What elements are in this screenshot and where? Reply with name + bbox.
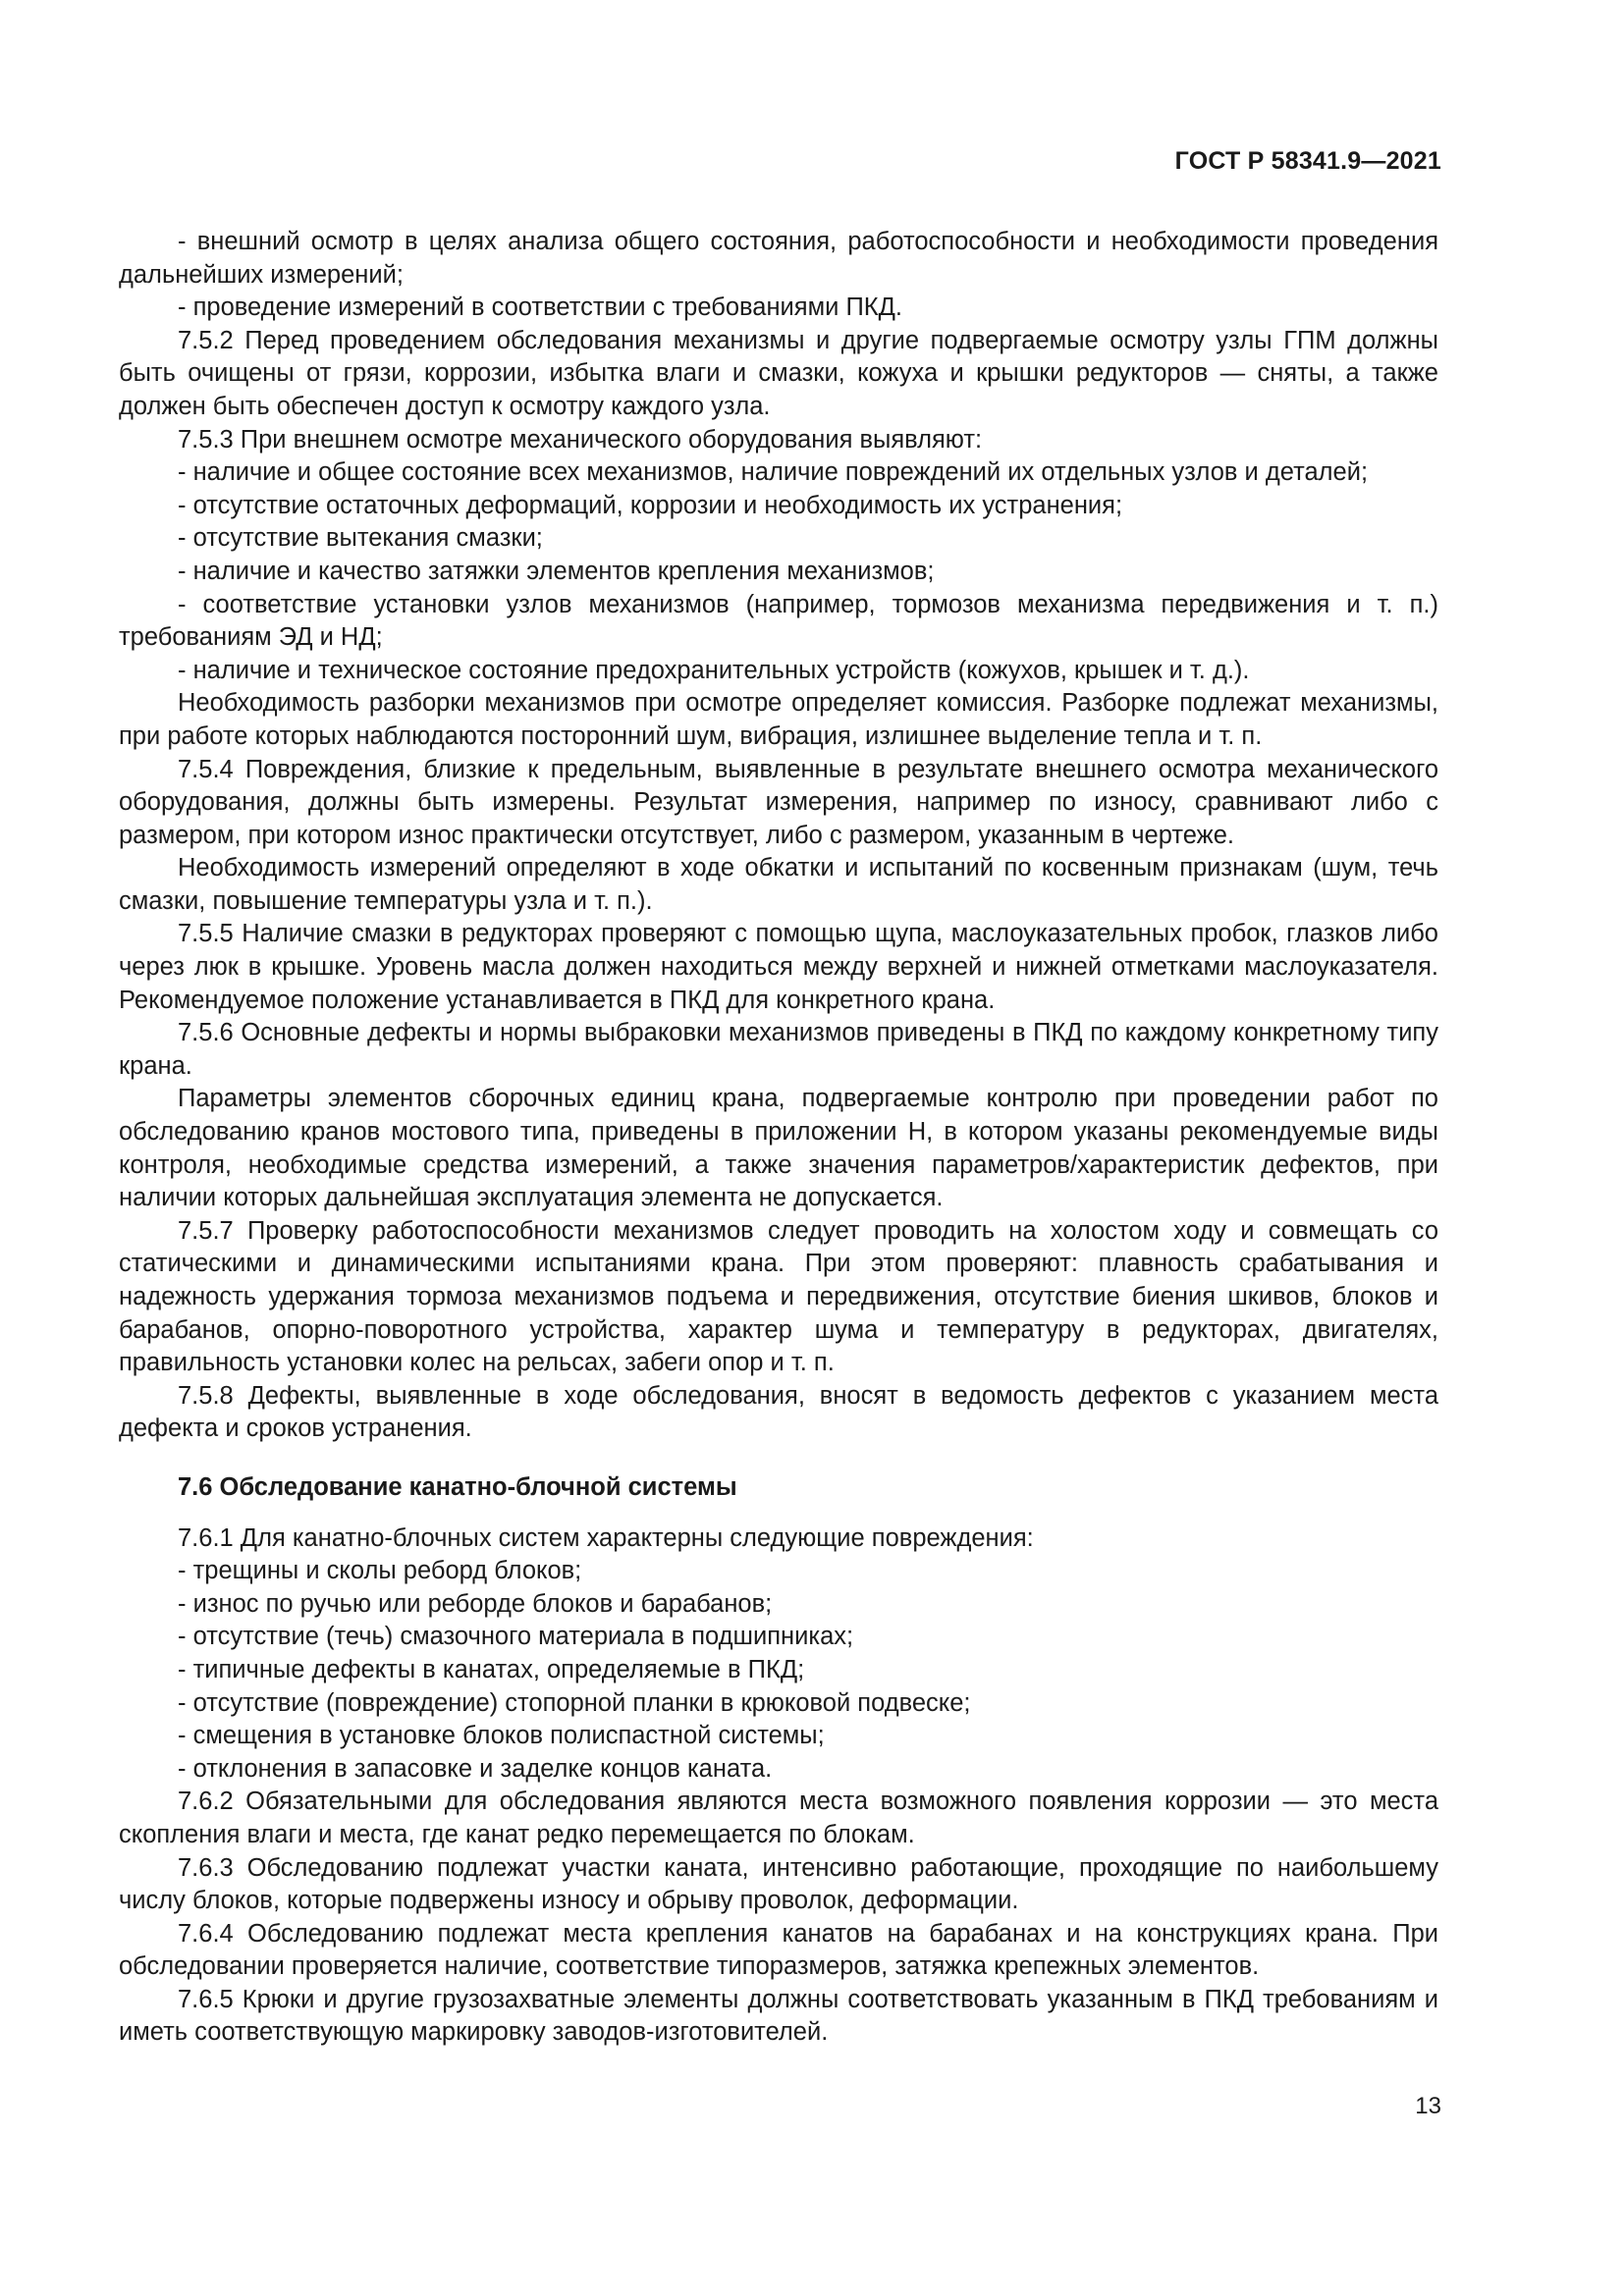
list-item: - трещины и сколы реборд блоков; <box>178 1557 582 1585</box>
list-item: - смещения в установке блоков полиспастной системы; <box>178 1722 825 1750</box>
list-item: - отсутствие (повреждение) стопорной планки в крюковой подвеске; <box>178 1688 971 1717</box>
paragraph: 7.5.4 Повреждения, близкие к предельным, выявленные в результате внешнего осмотра механического оборудования, должны быть измерены. Результат измерения, например по износу, сравнивают либо с размером, при котором износ практически отсутствует, либо с размером, указанным в чертеже. <box>119 755 1438 849</box>
section-heading: 7.6 Обследование канатно-блочной системы <box>178 1472 737 1501</box>
paragraph: 7.5.3 При внешнем осмотре механического оборудования выявляют: <box>178 425 983 454</box>
paragraph: 7.6.5 Крюки и другие грузозахватные элементы должны соответствовать указанным в ПКД требованиям и иметь соответствующую маркировку заводов-изготовителей. <box>119 1985 1438 2047</box>
document-body <box>119 226 1438 2050</box>
paragraph: 7.5.7 Проверку работоспособности механизмов следует проводить на холостом ходу и совмещать со статическими и динамическими испытаниями крана. При этом проверяют: плавность срабатывания и надежность удержания тормоза механизмов подъема и передвижения, отсутствие биения шкивов, блоков и барабанов, опорно-поворотного устройства, характер шума и температуру в редукторах, двигателях, правильность установки колес на рельсах, забеги опор и т. п. <box>119 1216 1438 1377</box>
list-item: - наличие и качество затяжки элементов крепления механизмов; <box>178 557 935 585</box>
paragraph: Необходимость измерений определяют в ходе обкатки и испытаний по косвенным признакам (шум, течь смазки, повышение температуры узла и т. п.). <box>119 854 1438 915</box>
paragraph: 7.6.1 Для канатно-блочных систем характерны следующие повреждения: <box>178 1523 1034 1552</box>
paragraph: 7.6.2 Обязательными для обследования являются места возможного появления коррозии — это места скопления влаги и места, где канат редко перемещается по блокам. <box>119 1788 1438 1848</box>
list-item: - наличие и общее состояние всех механизмов, наличие повреждений их отдельных узлов и деталей; <box>178 458 1369 487</box>
list-item: - отсутствие остаточных деформаций, коррозии и необходимость их устранения; <box>178 491 1123 519</box>
list-item: - наличие и техническое состояние предохранительных устройств (кожухов, крышек и т. д.). <box>178 656 1250 684</box>
paragraph: 7.6.3 Обследованию подлежат участки каната, интенсивно работающие, проходящие по наибольшему числу блоков, которые подвержены износу и обрыву проволок, деформации. <box>119 1853 1438 1915</box>
paragraph: 7.5.5 Наличие смазки в редукторах проверяют с помощью щупа, маслоуказательных пробок, глазков либо через люк в крышке. Уровень масла должен находиться между верхней и нижней отметками маслоуказателя. Рекомендуемое положение устанавливается в ПКД для конкретного крана. <box>119 920 1438 1014</box>
paragraph: Параметры элементов сборочных единиц крана, подвергаемые контролю при проведении работ по обследованию кранов мостового типа, приведены в приложении Н, в котором указаны рекомендуемые виды контроля, необходимые средства измерений, а также значения параметров/характеристик дефектов, при наличии которых дальнейшая эксплуатация элемента не допускается. <box>119 1085 1438 1212</box>
page-number: 13 <box>1415 2093 1441 2119</box>
paragraph: Необходимость разборки механизмов при осмотре определяет комиссия. Разборке подлежат механизмы, при работе которых наблюдаются посторонний шум, вибрация, излишнее выделение тепла и т. п. <box>119 689 1438 750</box>
paragraph: 7.5.6 Основные дефекты и нормы выбраковки механизмов приведены в ПКД по каждому конкретному типу крана. <box>119 1019 1438 1080</box>
paragraph: - внешний осмотр в целях анализа общего состояния, работоспособности и необходимости проведения дальнейших измерений; <box>119 228 1438 289</box>
paragraph: 7.5.8 Дефекты, выявленные в ходе обследования, вносят в ведомость дефектов с указанием места дефекта и сроков устранения. <box>119 1381 1438 1443</box>
list-item: - типичные дефекты в канатах, определяемые в ПКД; <box>178 1655 805 1683</box>
standard-code-header: ГОСТ Р 58341.9—2021 <box>1174 147 1441 175</box>
list-item: - износ по ручью или реборде блоков и барабанов; <box>178 1589 773 1618</box>
paragraph: - проведение измерений в соответствии с требованиями ПКД. <box>178 294 902 322</box>
list-item: - отклонения в запасовке и заделке концов каната. <box>178 1754 773 1783</box>
list-item: - отсутствие (течь) смазочного материала в подшипниках; <box>178 1623 854 1651</box>
paragraph: 7.5.2 Перед проведением обследования механизмы и другие подвергаемые осмотру узлы ГПМ должны быть очищены от грязи, коррозии, избытка влаги и смазки, кожуха и крышки редукторов — сняты, а также должен быть обеспечен доступ к осмотру каждого узла. <box>119 326 1438 420</box>
list-item: - соответствие установки узлов механизмов (например, тормозов механизма передвижения и т. п.) требованиям ЭД и НД; <box>119 590 1438 652</box>
paragraph: 7.6.4 Обследованию подлежат места крепления канатов на барабанах и на конструкциях крана. При обследовании проверяется наличие, соответствие типоразмеров, затяжка крепежных элементов. <box>119 1919 1438 1981</box>
list-item: - отсутствие вытекания смазки; <box>178 524 543 553</box>
